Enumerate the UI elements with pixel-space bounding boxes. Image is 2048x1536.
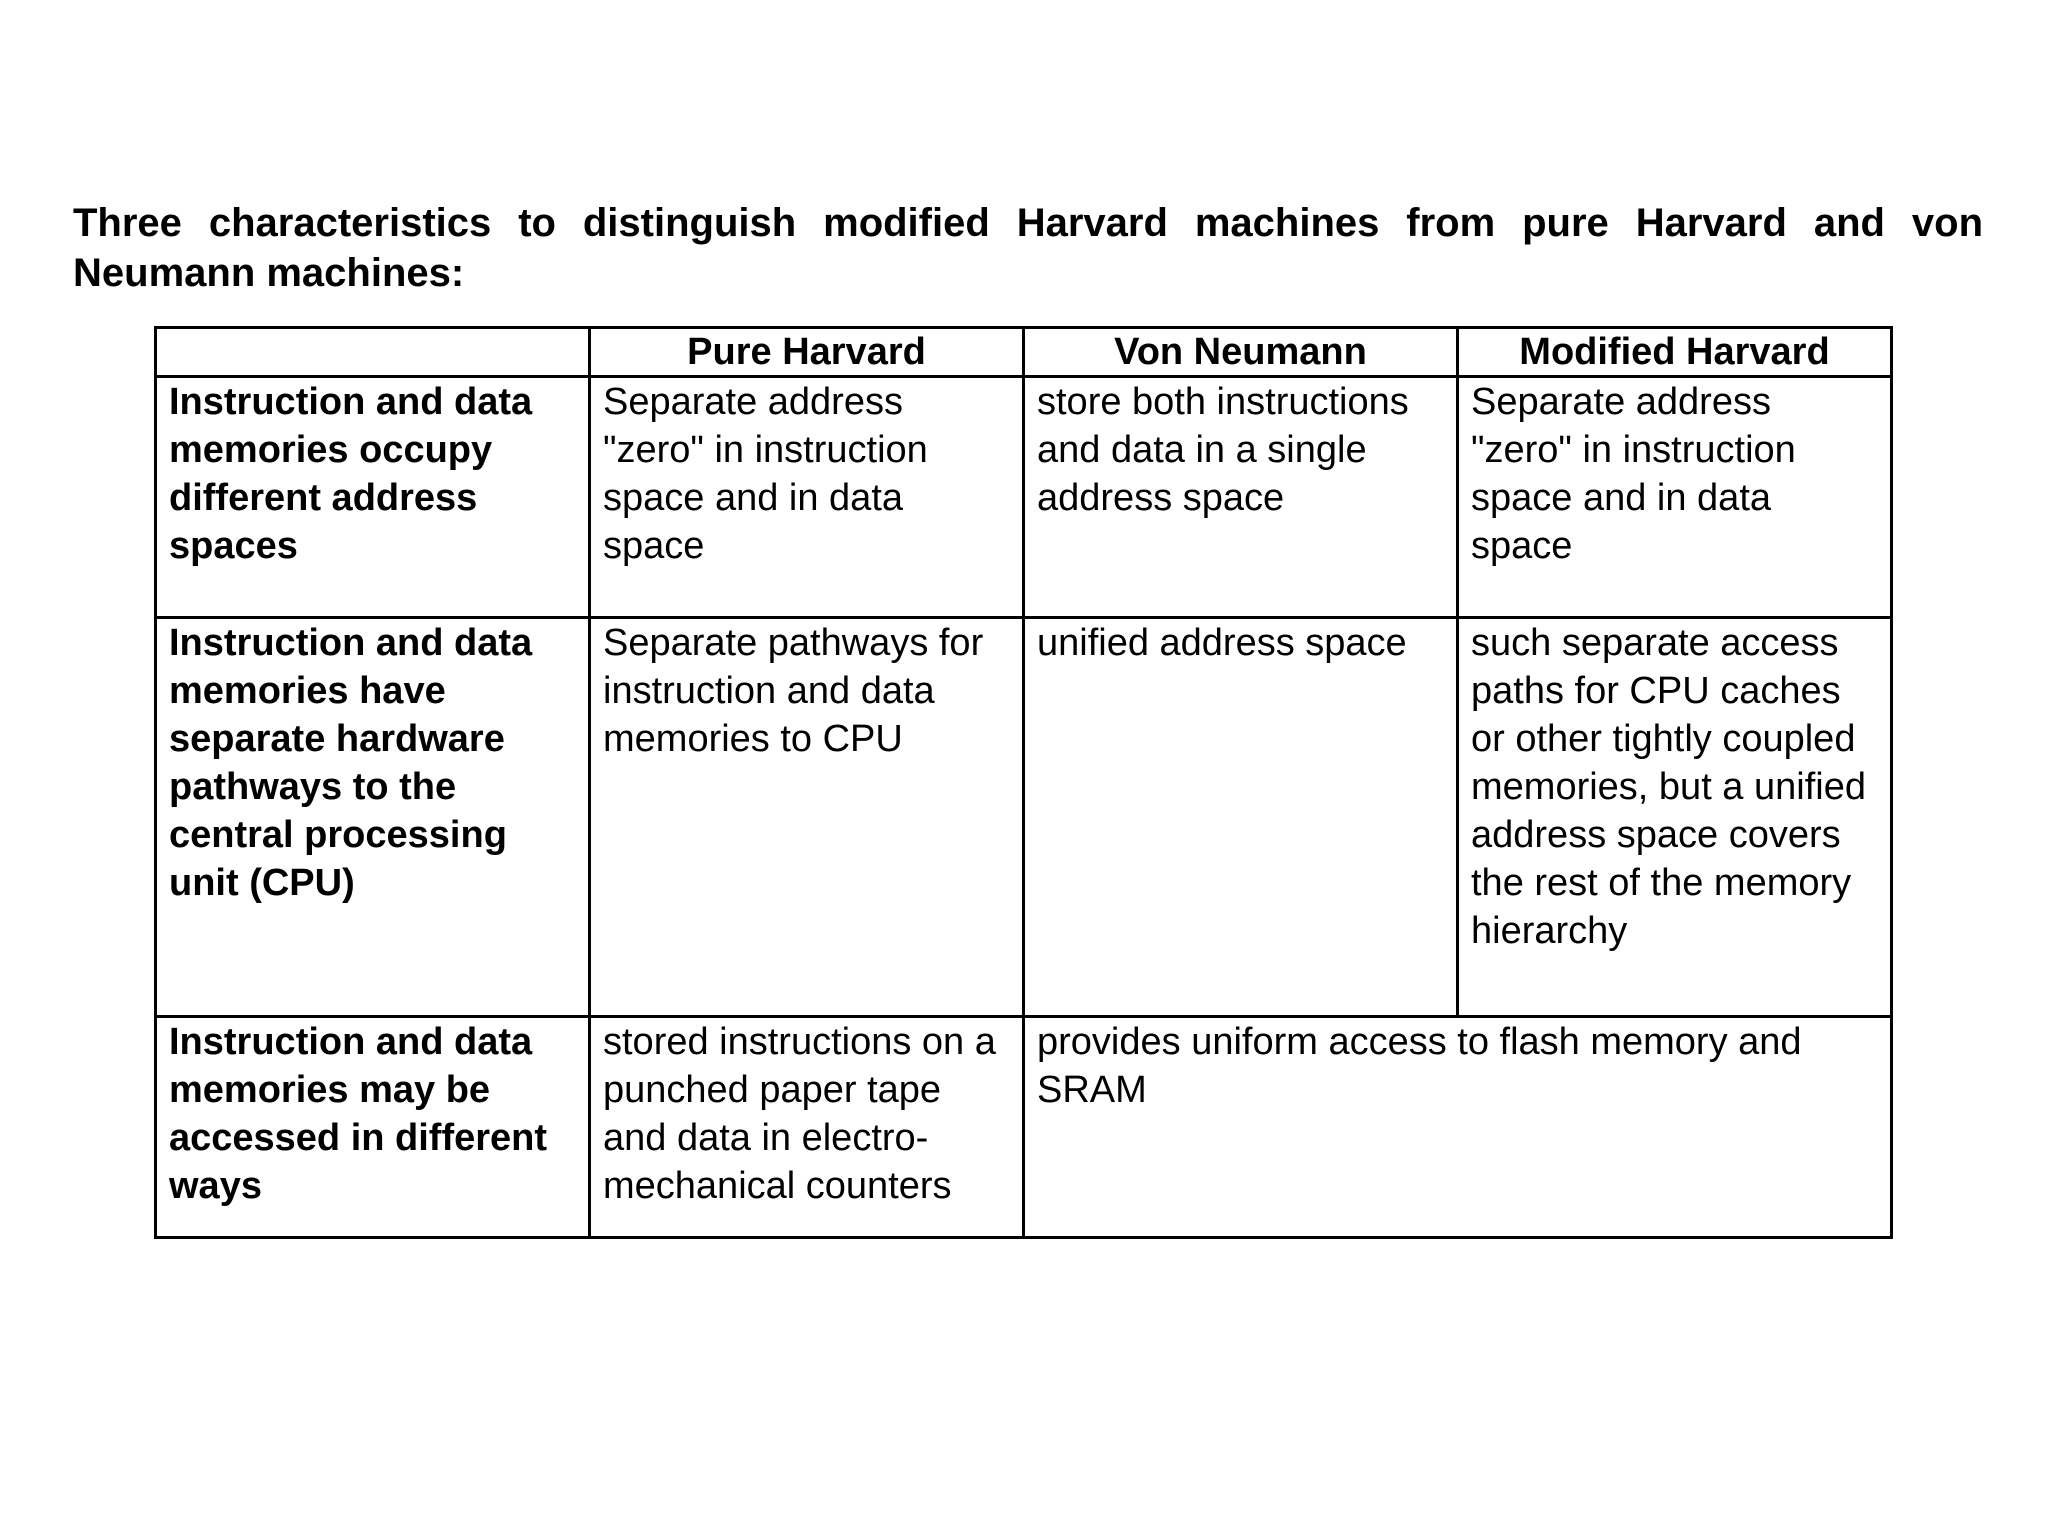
header-modified-harvard: Modified Harvard [1458,328,1892,377]
cell-pure-harvard: stored instructions on a punched paper tape and data in electro-mechanical counters [590,1017,1024,1238]
header-pure-harvard: Pure Harvard [590,328,1024,377]
row-label: Instruction and data memories may be accessed in different ways [156,1017,590,1238]
cell-modified-harvard: such separate access paths for CPU caches or other tightly coupled memories, but a unified address space covers the rest of the memory hierarchy [1458,618,1892,1017]
header-empty-cell [156,328,590,377]
cell-pure-harvard: Separate address "zero" in instruction space and in data space [590,377,1024,618]
table-row [156,377,1892,618]
cell-pure-harvard: Separate pathways for instruction and data memories to CPU [590,618,1024,1017]
cell-modified-harvard: Separate address "zero" in instruction space and in data space [1458,377,1892,618]
cell-von-neumann: unified address space [1024,618,1458,1017]
header-von-neumann: Von Neumann [1024,328,1458,377]
cell-von-neumann-and-modified-harvard: provides uniform access to flash memory and SRAM [1024,1017,1892,1238]
table-header-row [156,328,1892,377]
table-row [156,1017,1892,1238]
page-heading: Three characteristics to distinguish modified Harvard machines from pure Harvard and von Neumann machines: [73,201,1983,295]
row-label: Instruction and data memories occupy different address spaces [156,377,590,618]
cell-von-neumann: store both instructions and data in a single address space [1024,377,1458,618]
comparison-table [154,326,1893,1239]
row-label: Instruction and data memories have separate hardware pathways to the central processing unit (CPU) [156,618,590,1017]
table-row [156,618,1892,1017]
